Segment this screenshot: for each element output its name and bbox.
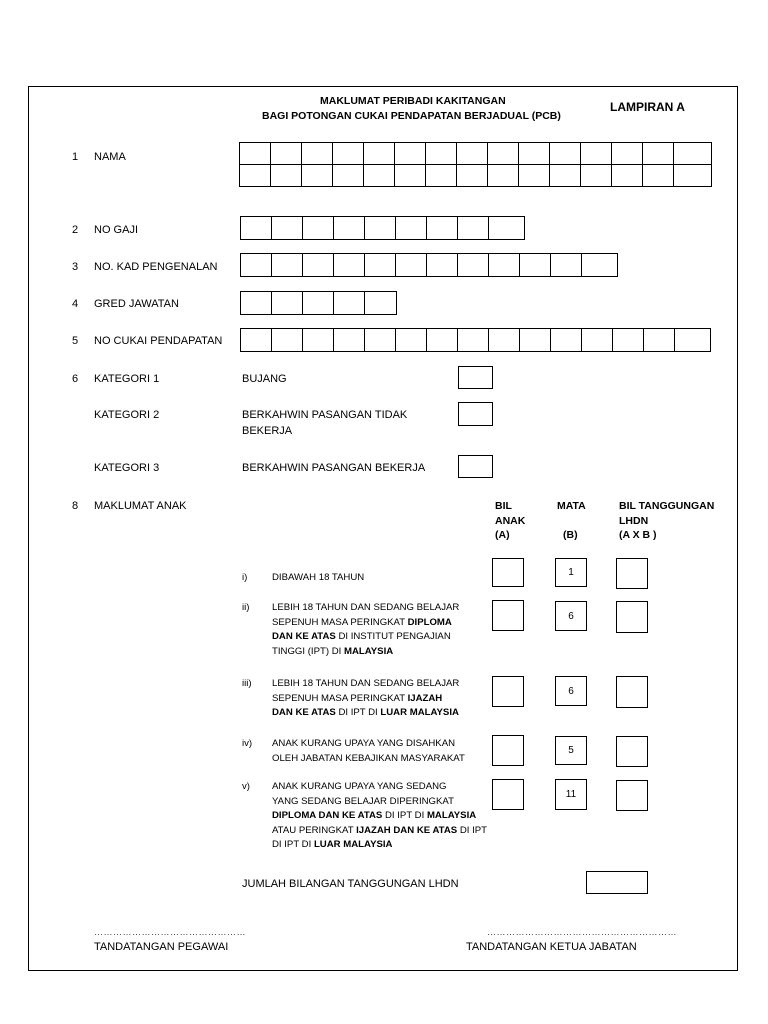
char-cell[interactable] (241, 292, 272, 314)
kad-label: NO. KAD PENGENALAN (94, 261, 218, 273)
char-cell[interactable] (396, 254, 427, 276)
char-cell[interactable] (550, 165, 581, 186)
kategori-1-desc: BUJANG (242, 373, 287, 385)
row-v-tanggungan-box[interactable] (616, 780, 648, 811)
char-cell[interactable] (582, 329, 613, 351)
row-ii-bil-anak-box[interactable] (492, 600, 524, 631)
char-cell[interactable] (396, 329, 427, 351)
row-iv-roman: iv) (242, 738, 253, 749)
char-cell[interactable] (581, 143, 612, 164)
col-tanggungan-header: BIL TANGGUNGAN LHDN (A X B ) (619, 500, 715, 541)
no-gaji-label: NO GAJI (94, 224, 139, 236)
gred-label: GRED JAWATAN (94, 298, 179, 310)
row-iii-bil-anak-box[interactable] (492, 676, 524, 707)
char-cell[interactable] (520, 329, 551, 351)
char-cell[interactable] (520, 254, 551, 276)
char-cell[interactable] (364, 165, 395, 186)
row-v-mata-box: 11 (555, 779, 587, 810)
row-ii-tanggungan-box[interactable] (616, 601, 648, 633)
char-cell[interactable] (644, 329, 675, 351)
cukai-grid[interactable] (240, 328, 711, 352)
form-title-line1: MAKLUMAT PERIBADI KAKITANGAN (320, 95, 506, 107)
char-cell[interactable] (674, 165, 705, 186)
row-v-bil-anak-box[interactable] (492, 779, 524, 810)
char-cell[interactable] (675, 329, 706, 351)
char-cell[interactable] (551, 329, 582, 351)
char-cell[interactable] (365, 217, 396, 239)
char-cell[interactable] (458, 329, 489, 351)
char-cell[interactable] (364, 143, 395, 164)
char-cell[interactable] (272, 217, 303, 239)
char-cell[interactable] (303, 217, 334, 239)
char-cell[interactable] (271, 143, 302, 164)
kategori-number: 6 (72, 373, 79, 385)
char-cell[interactable] (334, 292, 365, 314)
jumlah-label: JUMLAH BILANGAN TANGGUNGAN LHDN (242, 878, 459, 890)
row-ii-text: LEBIH 18 TAHUN DAN SEDANG BELAJAR SEPENUH MASA PERINGKAT DIPLOMA DAN KE ATAS DI INSTITUT PENGAJIAN TINGGI (IPT) DI MALAYSIA (272, 602, 460, 657)
char-cell[interactable] (241, 329, 272, 351)
nama-grid-row2[interactable] (239, 164, 712, 187)
char-cell[interactable] (365, 254, 396, 276)
col-bil-anak-header: BIL ANAK (A) (495, 500, 526, 541)
char-cell[interactable] (241, 254, 272, 276)
char-cell[interactable] (551, 254, 582, 276)
kategori-3-checkbox[interactable] (458, 455, 493, 478)
char-cell[interactable] (303, 292, 334, 314)
signature-label-pegawai: TANDATANGAN PEGAWAI (94, 941, 229, 953)
row-v-text: ANAK KURANG UPAYA YANG SEDANG YANG SEDANG BELAJAR DIPERINGKAT DIPLOMA DAN KE ATAS DI IPT DI MALAYSIA ATAU PERINGKAT IJAZAH DAN KE ATAS DI IPT DI IPT DI LUAR MALAYSIA (272, 781, 488, 851)
char-cell[interactable] (426, 143, 457, 164)
char-cell[interactable] (302, 143, 333, 164)
char-cell[interactable] (333, 143, 364, 164)
char-cell[interactable] (457, 143, 488, 164)
char-cell[interactable] (427, 217, 458, 239)
row-iii-mata-box: 6 (555, 676, 587, 706)
char-cell[interactable] (427, 254, 458, 276)
char-cell[interactable] (365, 329, 396, 351)
kategori-2-desc-line1: BERKAHWIN PASANGAN TIDAK (242, 409, 408, 421)
row-i-bil-anak-box[interactable] (492, 558, 524, 587)
char-cell[interactable] (519, 143, 550, 164)
gred-number: 4 (72, 298, 79, 310)
char-cell[interactable] (272, 254, 303, 276)
col-mata-header: MATA (B) (557, 500, 586, 541)
char-cell[interactable] (241, 217, 272, 239)
cukai-label: NO CUKAI PENDAPATAN (94, 335, 223, 347)
char-cell[interactable] (303, 254, 334, 276)
row-iv-bil-anak-box[interactable] (492, 735, 524, 766)
char-cell[interactable] (333, 165, 364, 186)
kategori-2-checkbox[interactable] (458, 402, 493, 426)
char-cell[interactable] (612, 143, 643, 164)
lampiran-label: LAMPIRAN A (610, 100, 685, 114)
row-ii-mata-box: 6 (555, 601, 587, 631)
row-i-text: DIBAWAH 18 TAHUN (272, 572, 365, 583)
signature-line-pegawai: ………………………………………… (94, 927, 246, 937)
kategori-1-checkbox[interactable] (458, 366, 493, 389)
char-cell[interactable] (489, 217, 520, 239)
char-cell[interactable] (271, 165, 302, 186)
nama-grid-row1[interactable] (239, 142, 712, 165)
char-cell[interactable] (643, 165, 674, 186)
kad-number: 3 (72, 261, 79, 273)
char-cell[interactable] (458, 217, 489, 239)
char-cell[interactable] (643, 143, 674, 164)
row-i-mata-box: 1 (555, 558, 587, 587)
char-cell[interactable] (489, 254, 520, 276)
char-cell[interactable] (519, 165, 550, 186)
row-v-roman: v) (242, 781, 250, 792)
kategori-3-label: KATEGORI 3 (94, 462, 160, 474)
row-iv-text: ANAK KURANG UPAYA YANG DISAHKAN OLEH JABATAN KEBAJIKAN MASYARAKAT (272, 738, 465, 764)
row-iii-tanggungan-box[interactable] (616, 676, 648, 708)
char-cell[interactable] (272, 292, 303, 314)
char-cell[interactable] (613, 329, 644, 351)
row-iii-roman: iii) (242, 678, 252, 689)
char-cell[interactable] (458, 254, 489, 276)
char-cell[interactable] (272, 329, 303, 351)
char-cell[interactable] (612, 165, 643, 186)
kategori-3-desc: BERKAHWIN PASANGAN BEKERJA (242, 462, 426, 474)
char-cell[interactable] (581, 165, 612, 186)
row-iii-text: LEBIH 18 TAHUN DAN SEDANG BELAJAR SEPENUH MASA PERINGKAT IJAZAH DAN KE ATAS DI IPT DI LUAR MALAYSIA (272, 678, 460, 719)
row-i-tanggungan-box[interactable] (616, 558, 648, 589)
row-ii-roman: ii) (242, 602, 250, 613)
no-gaji-grid[interactable] (240, 216, 525, 240)
char-cell[interactable] (365, 292, 396, 314)
char-cell[interactable] (396, 217, 427, 239)
char-cell[interactable] (426, 165, 457, 186)
char-cell[interactable] (582, 254, 613, 276)
char-cell[interactable] (302, 165, 333, 186)
nama-label: NAMA (94, 151, 126, 163)
cukai-number: 5 (72, 335, 79, 347)
char-cell[interactable] (427, 329, 458, 351)
char-cell[interactable] (395, 165, 426, 186)
anak-number: 8 (72, 500, 79, 512)
char-cell[interactable] (334, 254, 365, 276)
nama-number: 1 (72, 151, 79, 163)
char-cell[interactable] (457, 165, 488, 186)
char-cell[interactable] (488, 143, 519, 164)
char-cell[interactable] (550, 143, 581, 164)
char-cell[interactable] (334, 329, 365, 351)
kategori-1-label: KATEGORI 1 (94, 373, 160, 385)
row-iv-tanggungan-box[interactable] (616, 736, 648, 767)
anak-label: MAKLUMAT ANAK (94, 500, 187, 512)
signature-label-ketua: TANDATANGAN KETUA JABATAN (466, 941, 637, 953)
row-iv-mata-box: 5 (555, 736, 587, 765)
row-i-roman: i) (242, 572, 248, 583)
char-cell[interactable] (303, 329, 334, 351)
kategori-2-label: KATEGORI 2 (94, 409, 160, 421)
form-title-line2: BAGI POTONGAN CUKAI PENDAPATAN BERJADUAL (PCB) (262, 110, 561, 122)
char-cell[interactable] (489, 329, 520, 351)
char-cell[interactable] (488, 165, 519, 186)
gred-grid[interactable] (240, 291, 397, 315)
no-gaji-number: 2 (72, 224, 79, 236)
signature-line-ketua: …………………………………………………… (487, 927, 677, 937)
jumlah-box[interactable] (586, 871, 648, 894)
kad-grid[interactable] (240, 253, 618, 277)
char-cell[interactable] (674, 143, 705, 164)
char-cell[interactable] (334, 217, 365, 239)
char-cell[interactable] (240, 143, 271, 164)
char-cell[interactable] (240, 165, 271, 186)
kategori-2-desc-line2: BEKERJA (242, 425, 293, 437)
char-cell[interactable] (395, 143, 426, 164)
